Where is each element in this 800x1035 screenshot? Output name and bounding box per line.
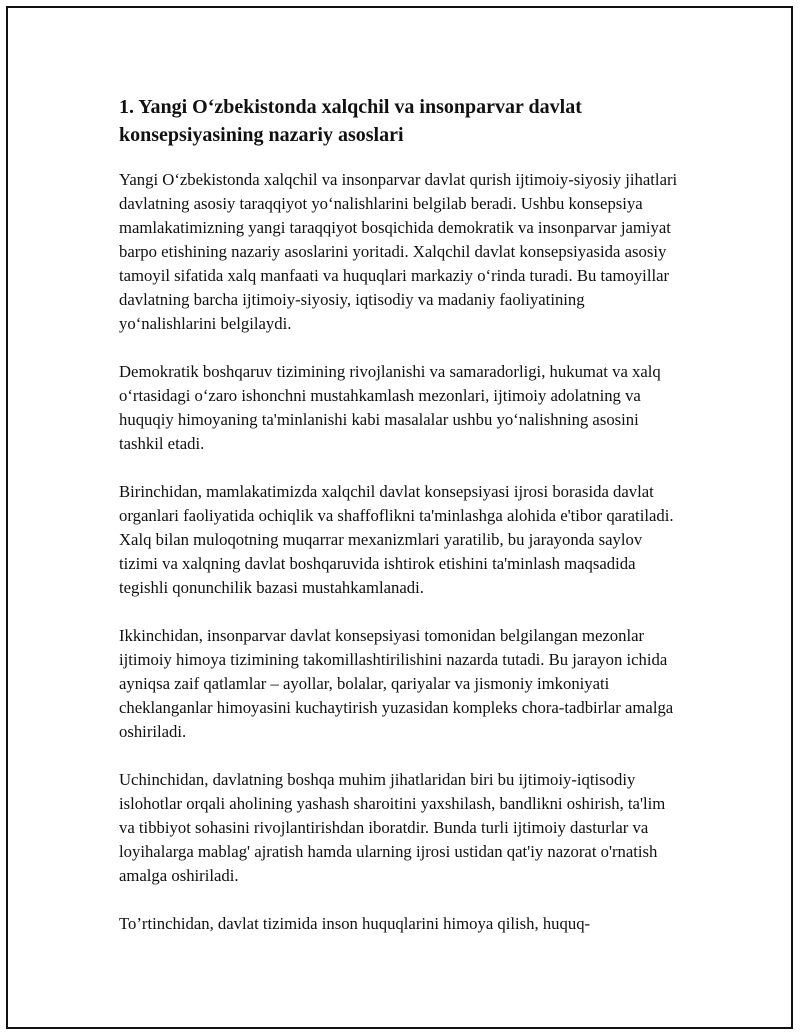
paragraph-intro: Yangi O‘zbekistonda xalqchil va insonparvar davlat qurish ijtimoiy-siyosiy jihatlari davlatning asosiy taraqqiyot yo‘nalishlarini belgilab beradi. Ushbu konsepsiya mamlakatimizning yangi taraqqiyot bosqichida demokratik va insonparvar jamiyat barpo etishining nazariy asoslarini yoritadi. Xalqchil davlat konsepsiyasida asosiy tamoyil sifatida xalq manfaati va huquqlari markaziy o‘rinda turadi. Bu tamoyillar davlatning barcha ijtimoiy-siyosiy, iqtisodiy va madaniy faoliyatining yo‘nalishlarini belgilaydi. (119, 170, 678, 333)
paragraph-democratic-governance: Demokratik boshqaruv tizimining rivojlanishi va samaradorligi, hukumat va xalq o‘rtasidagi o‘zaro ishonchni mustahkamlash mezonlari, ijtimoiy adolatning va huquqiy himoyaning ta'minlanishi kabi masalalar ushbu yo‘nalishning asosini tashkil etadi. (119, 362, 661, 453)
paragraph-fourth-point: To’rtinchidan, davlat tizimida inson huquqlarini himoya qilish, huquq- (119, 914, 591, 933)
document-page (6, 6, 793, 1029)
paragraph-third-point: Uchinchidan, davlatning boshqa muhim jihatlaridan biri bu ijtimoiy-iqtisodiy islohotlar orqali aholining yashash sharoitini yaxshilash, bandlikni oshirish, ta'lim va tibbiyot sohasini rivojlantirishdan iboratdir. Bunda turli ijtimoiy dasturlar va loyihalarga mablag' ajratish hamda ularning ijrosi ustidan qat'iy nazorat o'rnatish amalga oshiriladi. (119, 770, 666, 885)
document-body (119, 93, 679, 960)
section-heading: 1. Yangi O‘zbekistonda xalqchil va insonparvar davlat konsepsiyasining nazariy asoslari (119, 96, 582, 146)
paragraph-first-point: Birinchidan, mamlakatimizda xalqchil davlat konsepsiyasi ijrosi borasida davlat organlari faoliyatida ochiqlik va shaffoflikni ta'minlashga alohida e'tibor qaratiladi. Xalq bilan muloqotning muqarrar mexanizmlari yaratilib, bu jarayonda saylov tizimi va xalqning davlat boshqaruvida ishtirok etishini ta'minlash maqsadida tegishli qonunchilik bazasi mustahkamlanadi. (119, 482, 674, 597)
paragraph-second-point: Ikkinchidan, insonparvar davlat konsepsiyasi tomonidan belgilangan mezonlar ijtimoiy himoya tizimining takomillashtirilishini nazarda tutadi. Bu jarayon ichida ayniqsa zaif qatlamlar – ayollar, bolalar, qariyalar va jismoniy imkoniyati cheklanganlar himoyasini kuchaytirish yuzasidan kompleks chora-tadbirlar amalga oshiriladi. (119, 626, 674, 741)
